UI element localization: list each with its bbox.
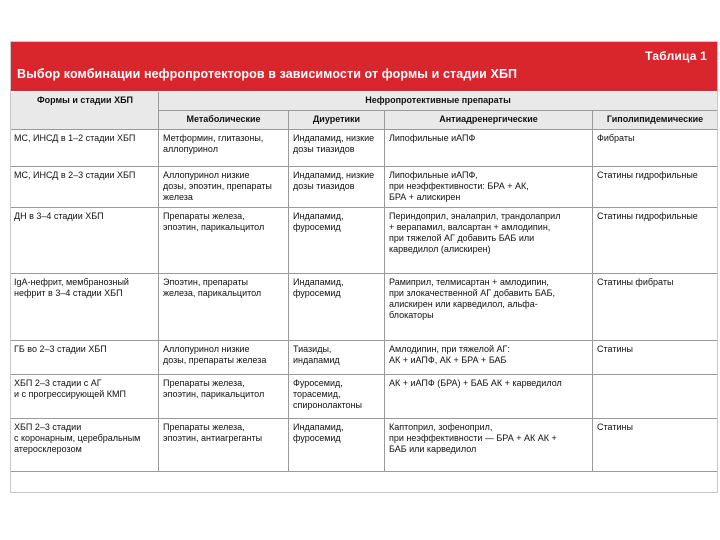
- subheader-lipid: Гиполипидемические: [593, 111, 717, 130]
- cell-lipid: Статины гидрофильные: [593, 208, 717, 274]
- header-forms: Формы и стадии ХБП: [11, 92, 159, 130]
- subheader-antiadrenergic: Антиадренергические: [385, 111, 593, 130]
- header-group: Нефропротективные препараты: [159, 92, 717, 111]
- cell-metabolic: Препараты железа, эпоэтин, парикальцитол: [159, 375, 289, 419]
- subheader-diuretics: Диуретики: [289, 111, 385, 130]
- cell-antiadrenergic: Липофильные иАПФ: [385, 130, 593, 167]
- subheader-metabolic: Метаболические: [159, 111, 289, 130]
- cell-diuretics: Тиазиды, индапамид: [289, 341, 385, 375]
- cell-form: ХБП 2–3 стадии с коронарным, церебральным атеросклерозом: [11, 419, 159, 472]
- cell-metabolic: Препараты железа, эпоэтин, парикальцитол: [159, 208, 289, 274]
- cell-lipid: Статины фибраты: [593, 274, 717, 341]
- table-banner: [11, 42, 717, 91]
- cell-lipid: Фибраты: [593, 130, 717, 167]
- cell-antiadrenergic: Рамиприл, телмисартан + амлодипин, при злокачественной АГ добавить БАБ, алискирен или карведилол, альфа- блокаторы: [385, 274, 593, 341]
- table-frame: [10, 41, 718, 493]
- cell-diuretics: Индапамид, фуросемид: [289, 208, 385, 274]
- cell-metabolic: Препараты железа, эпоэтин, антиагреганты: [159, 419, 289, 472]
- cell-antiadrenergic: Липофильные иАПФ, при неэффективности: БРА + АК, БРА + алискирен: [385, 167, 593, 208]
- cell-lipid: Статины: [593, 419, 717, 472]
- cell-diuretics: Индапамид, фуросемид: [289, 274, 385, 341]
- cell-antiadrenergic: Периндоприл, эналаприл, трандолаприл + верапамил, валсартан + амлодипин, при тяжелой АГ добавить БАБ или карведилол (алискирен): [385, 208, 593, 274]
- cell-lipid: [593, 375, 717, 419]
- cell-metabolic: Аллопуринол низкие дозы, препараты железа: [159, 341, 289, 375]
- cell-diuretics: Индапамид, низкие дозы тиазидов: [289, 130, 385, 167]
- cell-form: ГБ во 2–3 стадии ХБП: [11, 341, 159, 375]
- cell-diuretics: Индапамид, фуросемид: [289, 419, 385, 472]
- cell-antiadrenergic: Амлодипин, при тяжелой АГ: АК + иАПФ, АК + БРА + БАБ: [385, 341, 593, 375]
- table-title: Выбор комбинации нефропротекторов в зависимости от формы и стадии ХБП: [17, 67, 518, 81]
- cell-form: ДН в 3–4 стадии ХБП: [11, 208, 159, 274]
- cell-lipid: Статины: [593, 341, 717, 375]
- cell-form: IgA-нефрит, мембранозный нефрит в 3–4 стадии ХБП: [11, 274, 159, 341]
- cell-antiadrenergic: Каптоприл, зофеноприл, при неэффективности — БРА + АК АК + БАБ или карведилол: [385, 419, 593, 472]
- cell-form: МС, ИНСД в 1–2 стадии ХБП: [11, 130, 159, 167]
- data-table: [11, 92, 717, 472]
- cell-form: МС, ИНСД в 2–3 стадии ХБП: [11, 167, 159, 208]
- cell-metabolic: Аллопуринол низкие дозы, эпоэтин, препараты железа: [159, 167, 289, 208]
- cell-diuretics: Фуросемид, торасемид, спиронолактоны: [289, 375, 385, 419]
- cell-form: ХБП 2–3 стадии с АГ и с прогрессирующей КМП: [11, 375, 159, 419]
- cell-diuretics: Индапамид, низкие дозы тиазидов: [289, 167, 385, 208]
- cell-metabolic: Метформин, глитазоны, аллопуринол: [159, 130, 289, 167]
- cell-antiadrenergic: АК + иАПФ (БРА) + БАБ АК + карведилол: [385, 375, 593, 419]
- cell-metabolic: Эпоэтин, препараты железа, парикальцитол: [159, 274, 289, 341]
- table-number: Таблица 1: [645, 49, 707, 63]
- cell-lipid: Статины гидрофильные: [593, 167, 717, 208]
